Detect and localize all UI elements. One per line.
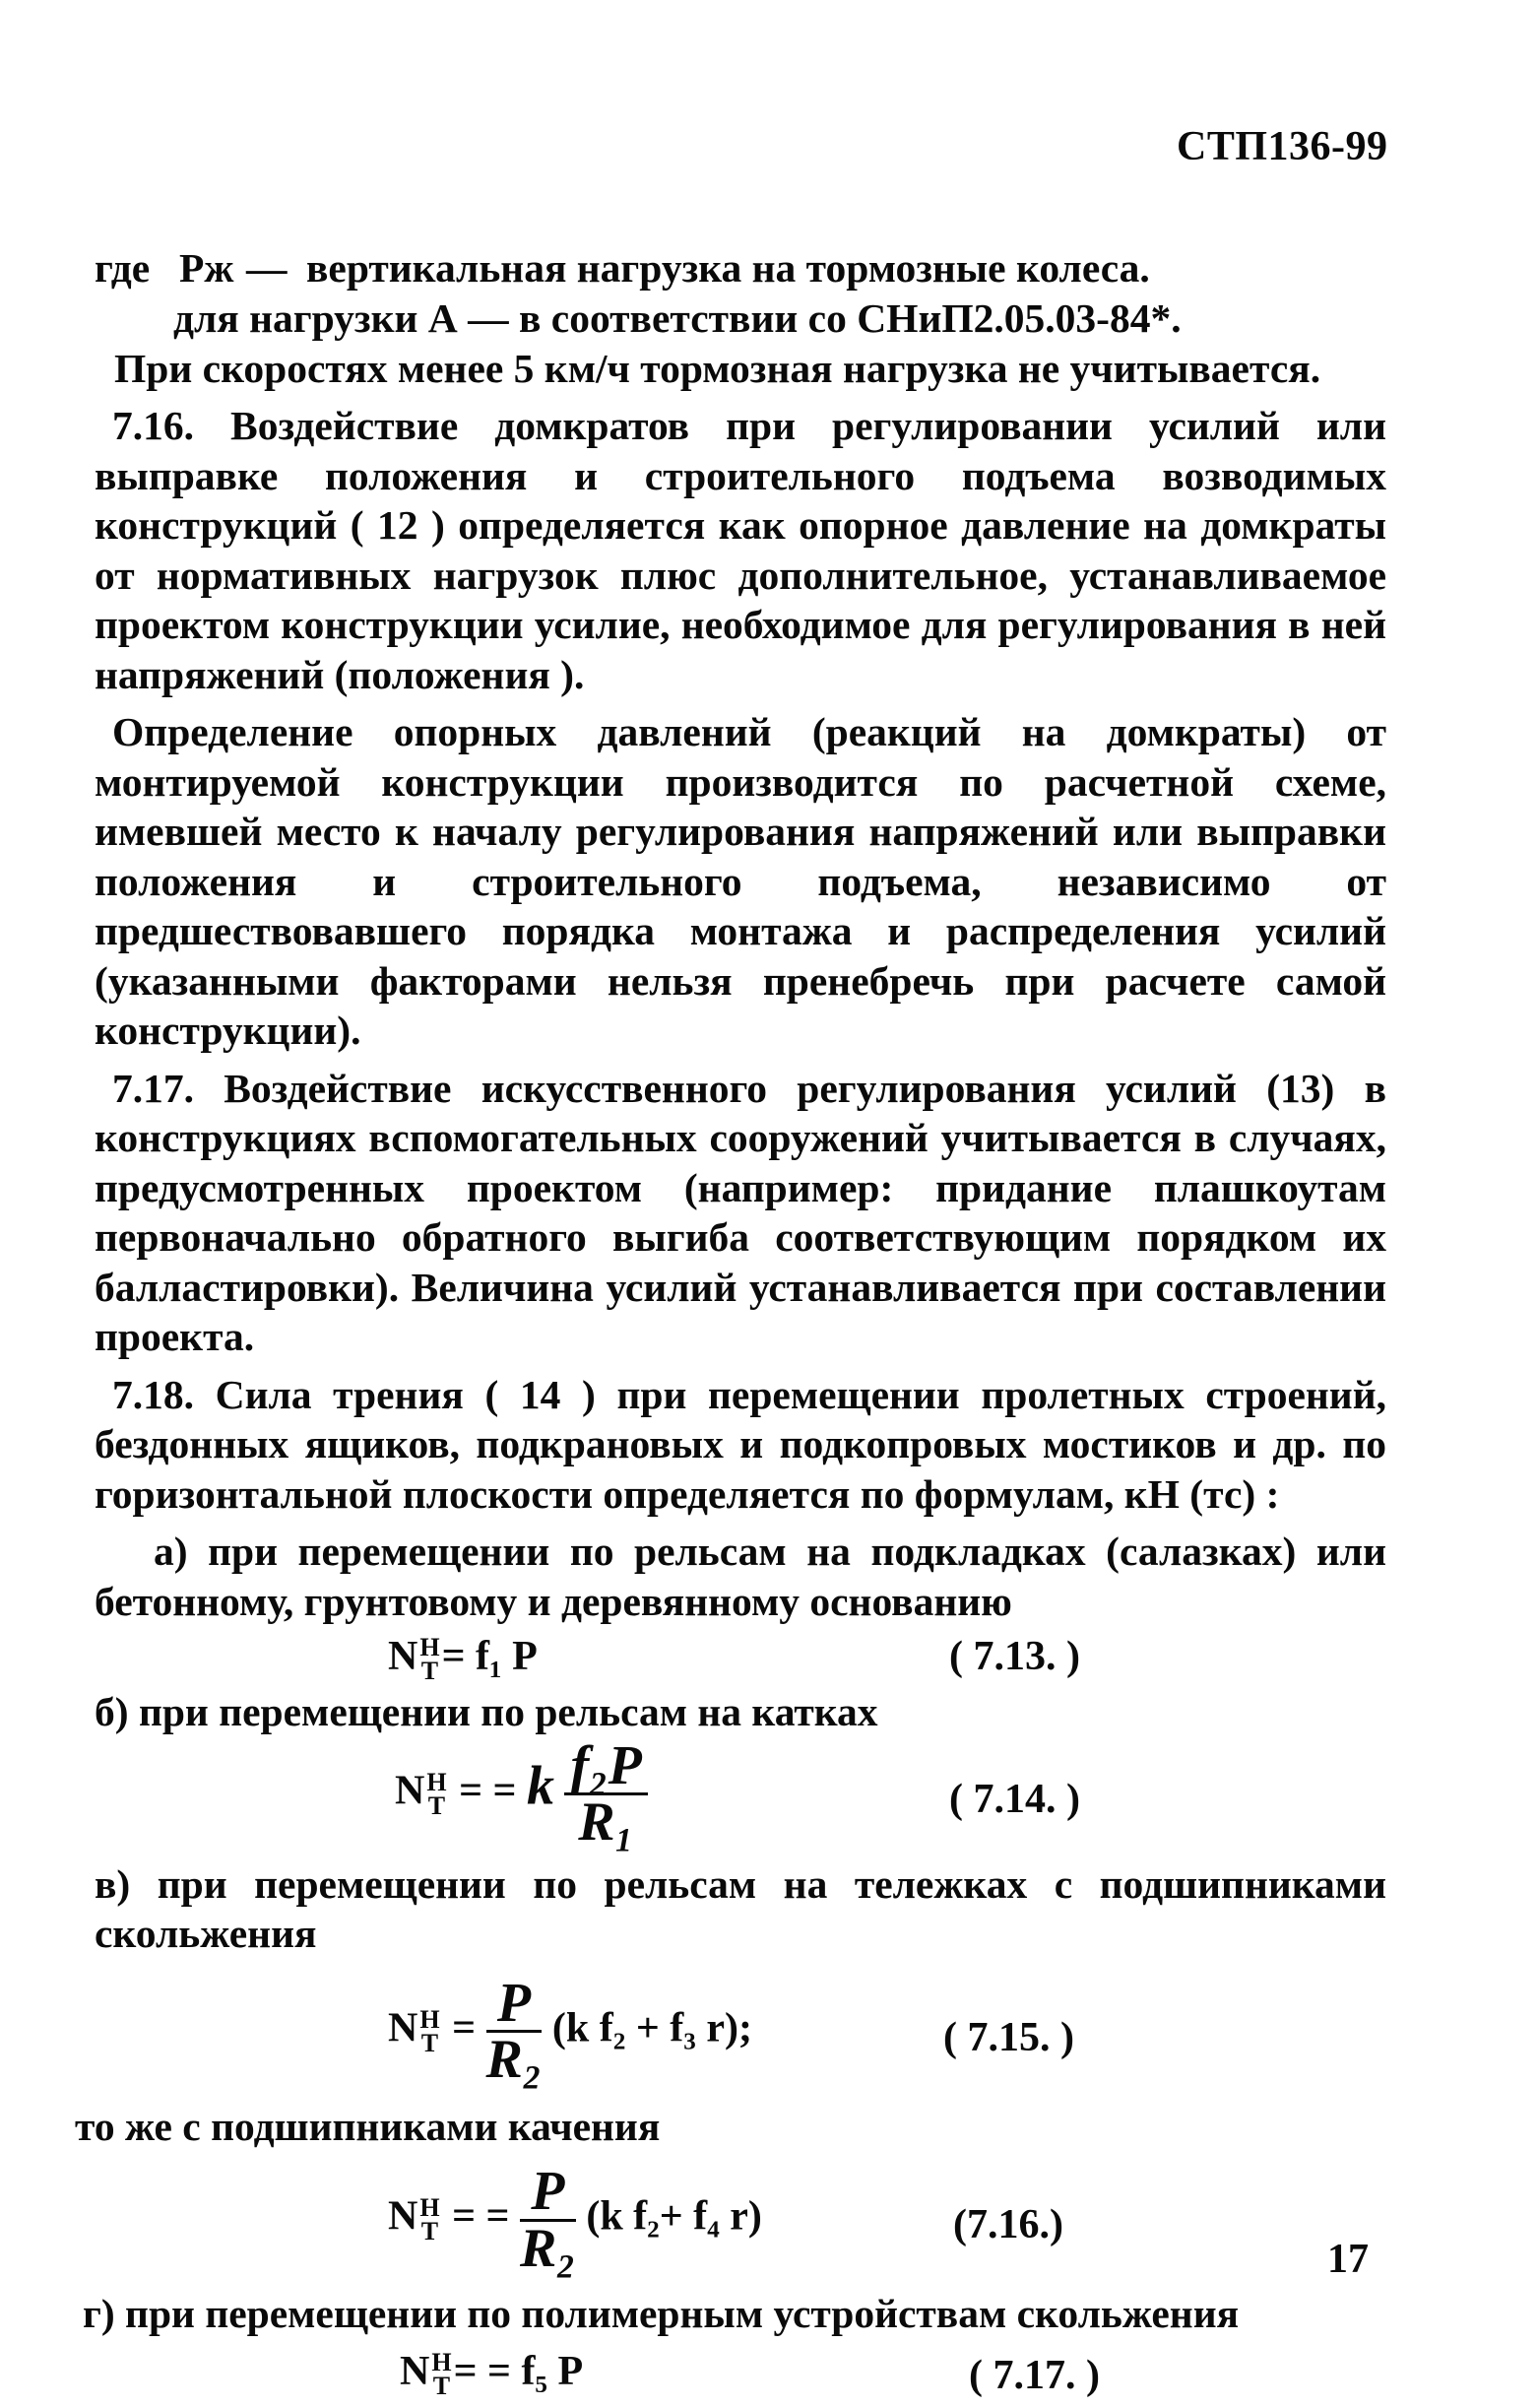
case-v-rolling: то же с подшипниками качения — [75, 2103, 661, 2149]
formula-7-16 — [95, 2151, 1386, 2289]
formula-fraction — [485, 1972, 543, 2090]
formula-tail: (k f₂+ f₄ r) — [586, 2193, 762, 2240]
formula-denominator: R₂ — [485, 2029, 543, 2090]
load-a-line: для нагрузки А — в соответствии со СНиП2.05.03-84*. — [173, 295, 1182, 341]
formula-coefficient: k — [526, 1755, 554, 1817]
formula-denominator: R₂ — [519, 2217, 576, 2279]
where-symbol: Рж — [179, 245, 234, 291]
formula-eq: = = — [452, 2193, 510, 2240]
formula-number: ( 7.13. ) — [949, 1634, 1080, 1679]
where-lead: где — [95, 245, 151, 291]
speed-note: При скоростях менее 5 км/ч тормозная нагрузка не учитывается. — [114, 345, 1321, 391]
formula-sub: T — [420, 2028, 439, 2057]
page-number: 17 — [1327, 2237, 1369, 2282]
formula-number: (7.16.) — [953, 2202, 1063, 2247]
paragraph-7-16-cont: Определение опорных давлений (реакций на домкраты) от монтируемой конструкции производится по расчетной схеме, имевшей место к началу регулирования напряжений или выправки положения и строительного подъема, независимо от предшествовавшего порядка монтажа и распределения усилий (указанными факторами нельзя пренебречь при расчете самой конструкции). — [95, 709, 1386, 1053]
formula-eq: = — [452, 2005, 477, 2051]
formula-number: ( 7.17. ) — [969, 2352, 1100, 2398]
formula-number: ( 7.15. ) — [943, 2014, 1074, 2060]
paragraph-7-16: 7.16. Воздействие домкратов при регулировании усилий или выправке положения и строительного подъема возводимых конструкций ( 12 ) определяется как опорное давление на домкраты от нормативных нагрузок плюс дополнительное, устанавливаемое проектом конструкции усилие, необходимое для регулирования в ней напряжений (положения ). — [95, 403, 1386, 697]
formula-sub: T — [420, 1657, 439, 1686]
formula-numerator: P — [486, 1979, 543, 2034]
formula-tail: (k f₂ + f₃ r); — [551, 2005, 752, 2051]
formula-7-15 — [95, 1959, 1386, 2102]
paragraph-7-17: 7.17. Воздействие искусственного регулирования усилий (13) в конструкциях вспомогательных сооружений учитывается в случаях, предусмотренных проектом (например: придание плашкоутам первоначально обратного выгиба соответствующим порядком их балластировки). Величина усилий устанавливается при составлении проекта. — [95, 1065, 1386, 1359]
case-a: а) при перемещении по рельсам на подкладках (салазках) или бетонному, грунтовому и деревянному основанию — [95, 1529, 1386, 1624]
formula-7-13 — [95, 1626, 1386, 1687]
formula-lhs: N — [388, 2005, 418, 2051]
formula-rhs: = = f₅ P — [453, 2348, 584, 2394]
formula-sup: H — [419, 1633, 440, 1662]
formula-sup: H — [426, 1767, 447, 1796]
formula-sup: H — [419, 2193, 440, 2222]
formula-lhs: N — [395, 1768, 425, 1814]
where-clause — [95, 243, 1386, 293]
case-b: б) при перемещении по рельсам на катках — [95, 1689, 878, 1734]
where-dash: — — [246, 245, 288, 291]
formula-number: ( 7.14. ) — [949, 1776, 1080, 1822]
formula-7-14 — [95, 1734, 1386, 1855]
formula-7-17 — [95, 2339, 1386, 2408]
formula-numerator: P — [520, 2167, 576, 2222]
paragraph-7-18: 7.18. Сила трения ( 14 ) при перемещении пролетных строений, бездонных ящиков, подкрановых и подкопровых мостиков и др. по горизонтальной плоскости определяется по формулам, кН (тс) : — [95, 1371, 1386, 1517]
formula-sub: T — [432, 2371, 451, 2400]
case-g: г) при перемещении по полимерным устройствам скольжения — [83, 2291, 1240, 2336]
formula-denominator: R₁ — [578, 1791, 635, 1853]
document-body — [75, 243, 1386, 2408]
formula-numerator: f₂P — [564, 1741, 647, 1796]
formula-fraction — [519, 2161, 576, 2279]
formula-eq: = = — [459, 1768, 517, 1814]
document-code: СТП136-99 — [1177, 124, 1388, 169]
formula-sub: T — [420, 2217, 439, 2245]
formula-sup: H — [431, 2347, 452, 2376]
formula-fraction — [564, 1734, 647, 1853]
formula-rhs: = f₁ P — [441, 1634, 538, 1679]
formula-lhs: N — [388, 2193, 418, 2240]
formula-sup: H — [419, 2004, 440, 2034]
case-v: в) при перемещении по рельсам на тележках с подшипниками скольжения — [95, 1860, 1386, 1956]
formula-lhs: N — [388, 1634, 418, 1679]
formula-sub: T — [427, 1790, 446, 1820]
where-definition: вертикальная нагрузка на тормозные колеса. — [306, 245, 1150, 291]
formula-lhs: N — [400, 2348, 430, 2394]
